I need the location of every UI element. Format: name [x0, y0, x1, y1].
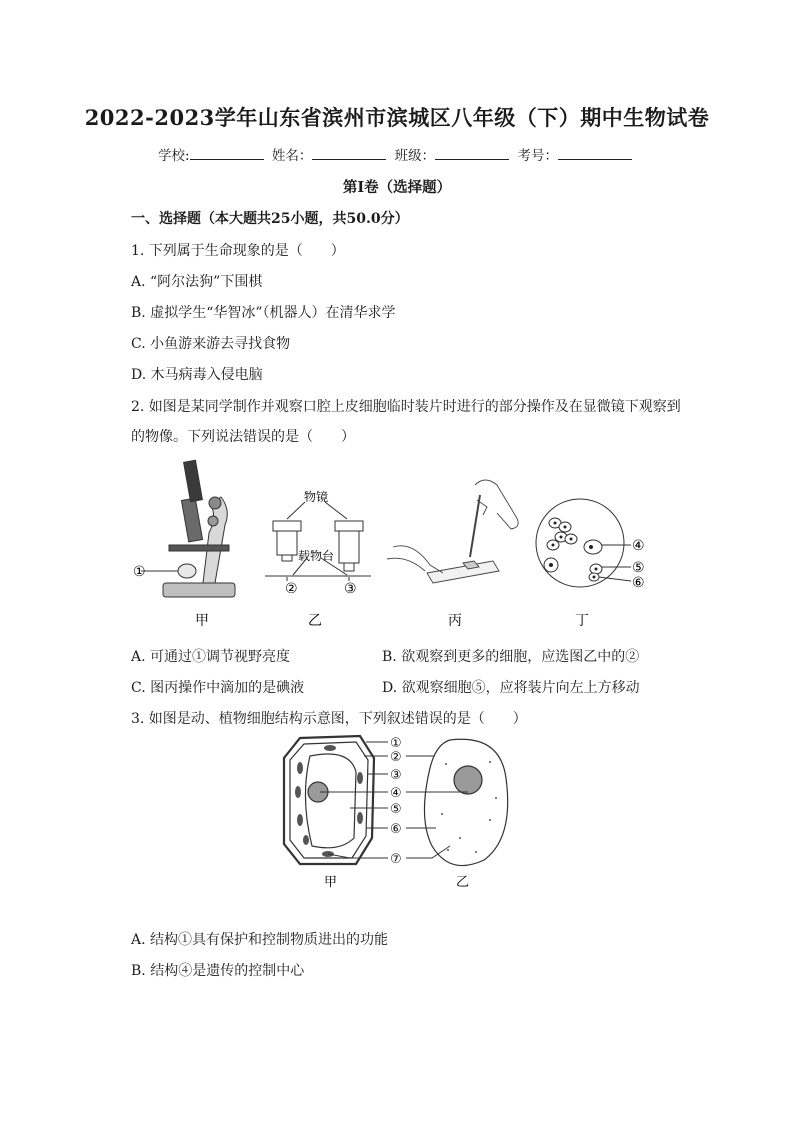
cell-label-jia: 甲: [324, 875, 338, 890]
label-wujing: 物镜: [304, 490, 329, 504]
q2-option-c[interactable]: C. 图丙操作中滴加的是碘液: [131, 680, 305, 696]
marker-6: ⑥: [632, 575, 645, 591]
label-bing: 丙: [448, 613, 462, 629]
exam-title: 2022-2023学年山东省滨州市滨城区八年级（下）期中生物试卷: [84, 105, 710, 130]
microscope-illustration: [141, 460, 235, 597]
volume-heading: 第I卷（选择题）: [342, 179, 452, 196]
label-jia: 甲: [195, 613, 209, 629]
q1-option-d[interactable]: D. 木马病毒入侵电脑: [131, 367, 263, 383]
cell-marker-7: ⑦: [390, 852, 402, 867]
q2-stem-line2: 的物像。下列说法错误的是（ ）: [131, 429, 355, 445]
q1-stem: 1. 下列属于生命现象的是（ ）: [131, 243, 345, 259]
animal-cell-illustration: [424, 739, 507, 865]
field-class-blank[interactable]: [435, 147, 509, 160]
marker-4: ④: [632, 538, 645, 554]
field-exam-number-label: 考号：: [517, 148, 558, 164]
q1-option-c[interactable]: C. 小鱼游来游去寻找食物: [131, 336, 291, 352]
label-zaiwutai: 载物台: [298, 549, 335, 563]
q2-figure: [125, 455, 685, 635]
cell-marker-1: ①: [390, 736, 402, 751]
label-ding: 丁: [575, 613, 589, 629]
cell-marker-3: ③: [390, 768, 402, 783]
q2-option-d[interactable]: D. 欲观察细胞⑤，应将装片向左上方移动: [382, 680, 640, 696]
objective-lenses-illustration: [265, 502, 371, 581]
q2-stem-line1: 2. 如图是某同学制作并观察口腔上皮细胞临时装片时进行的部分操作及在显微镜下观察到: [131, 399, 681, 415]
field-name-label: 姓名：: [271, 148, 313, 164]
field-class-label: 班级：: [394, 148, 436, 164]
cell-marker-4: ④: [390, 786, 402, 801]
field-exam-number-blank[interactable]: [558, 147, 632, 160]
cell-label-yi: 乙: [456, 875, 470, 890]
cell-marker-2: ②: [390, 750, 402, 765]
section-heading: 一、选择题（本大题共25小题，共50.0分）: [131, 211, 409, 227]
q3-option-b[interactable]: B. 结构④是遗传的控制中心: [131, 963, 305, 979]
cell-markers: [390, 736, 402, 867]
field-name-blank[interactable]: [312, 147, 386, 160]
marker-1: ①: [133, 564, 146, 580]
q1-option-b[interactable]: B. 虚拟学生“华智冰”（机器人）在清华求学: [131, 305, 396, 321]
slide-preparation-illustration: [387, 480, 518, 583]
q3-figure: [270, 728, 530, 898]
q2-option-a[interactable]: A. 可通过①调节视野亮度: [131, 649, 291, 665]
marker-2: ②: [285, 581, 298, 597]
microscope-field-illustration: [536, 499, 631, 587]
marker-3: ③: [344, 581, 357, 597]
marker-5: ⑤: [632, 560, 645, 576]
q3-option-a[interactable]: A. 结构①具有保护和控制物质进出的功能: [131, 932, 389, 948]
plant-cell-illustration: [284, 736, 374, 864]
q2-option-b[interactable]: B. 欲观察到更多的细胞，应选图乙中的②: [382, 649, 640, 665]
label-yi: 乙: [308, 613, 322, 629]
field-school-label: 学校:: [158, 148, 190, 164]
cell-marker-6: ⑥: [390, 822, 402, 837]
field-school-blank[interactable]: [190, 147, 264, 160]
student-info-line: [0, 144, 794, 164]
cell-marker-5: ⑤: [390, 802, 402, 817]
q3-stem: 3. 如图是动、植物细胞结构示意图，下列叙述错误的是（ ）: [131, 711, 527, 727]
q1-option-a[interactable]: A. “阿尔法狗”下围棋: [131, 274, 263, 290]
